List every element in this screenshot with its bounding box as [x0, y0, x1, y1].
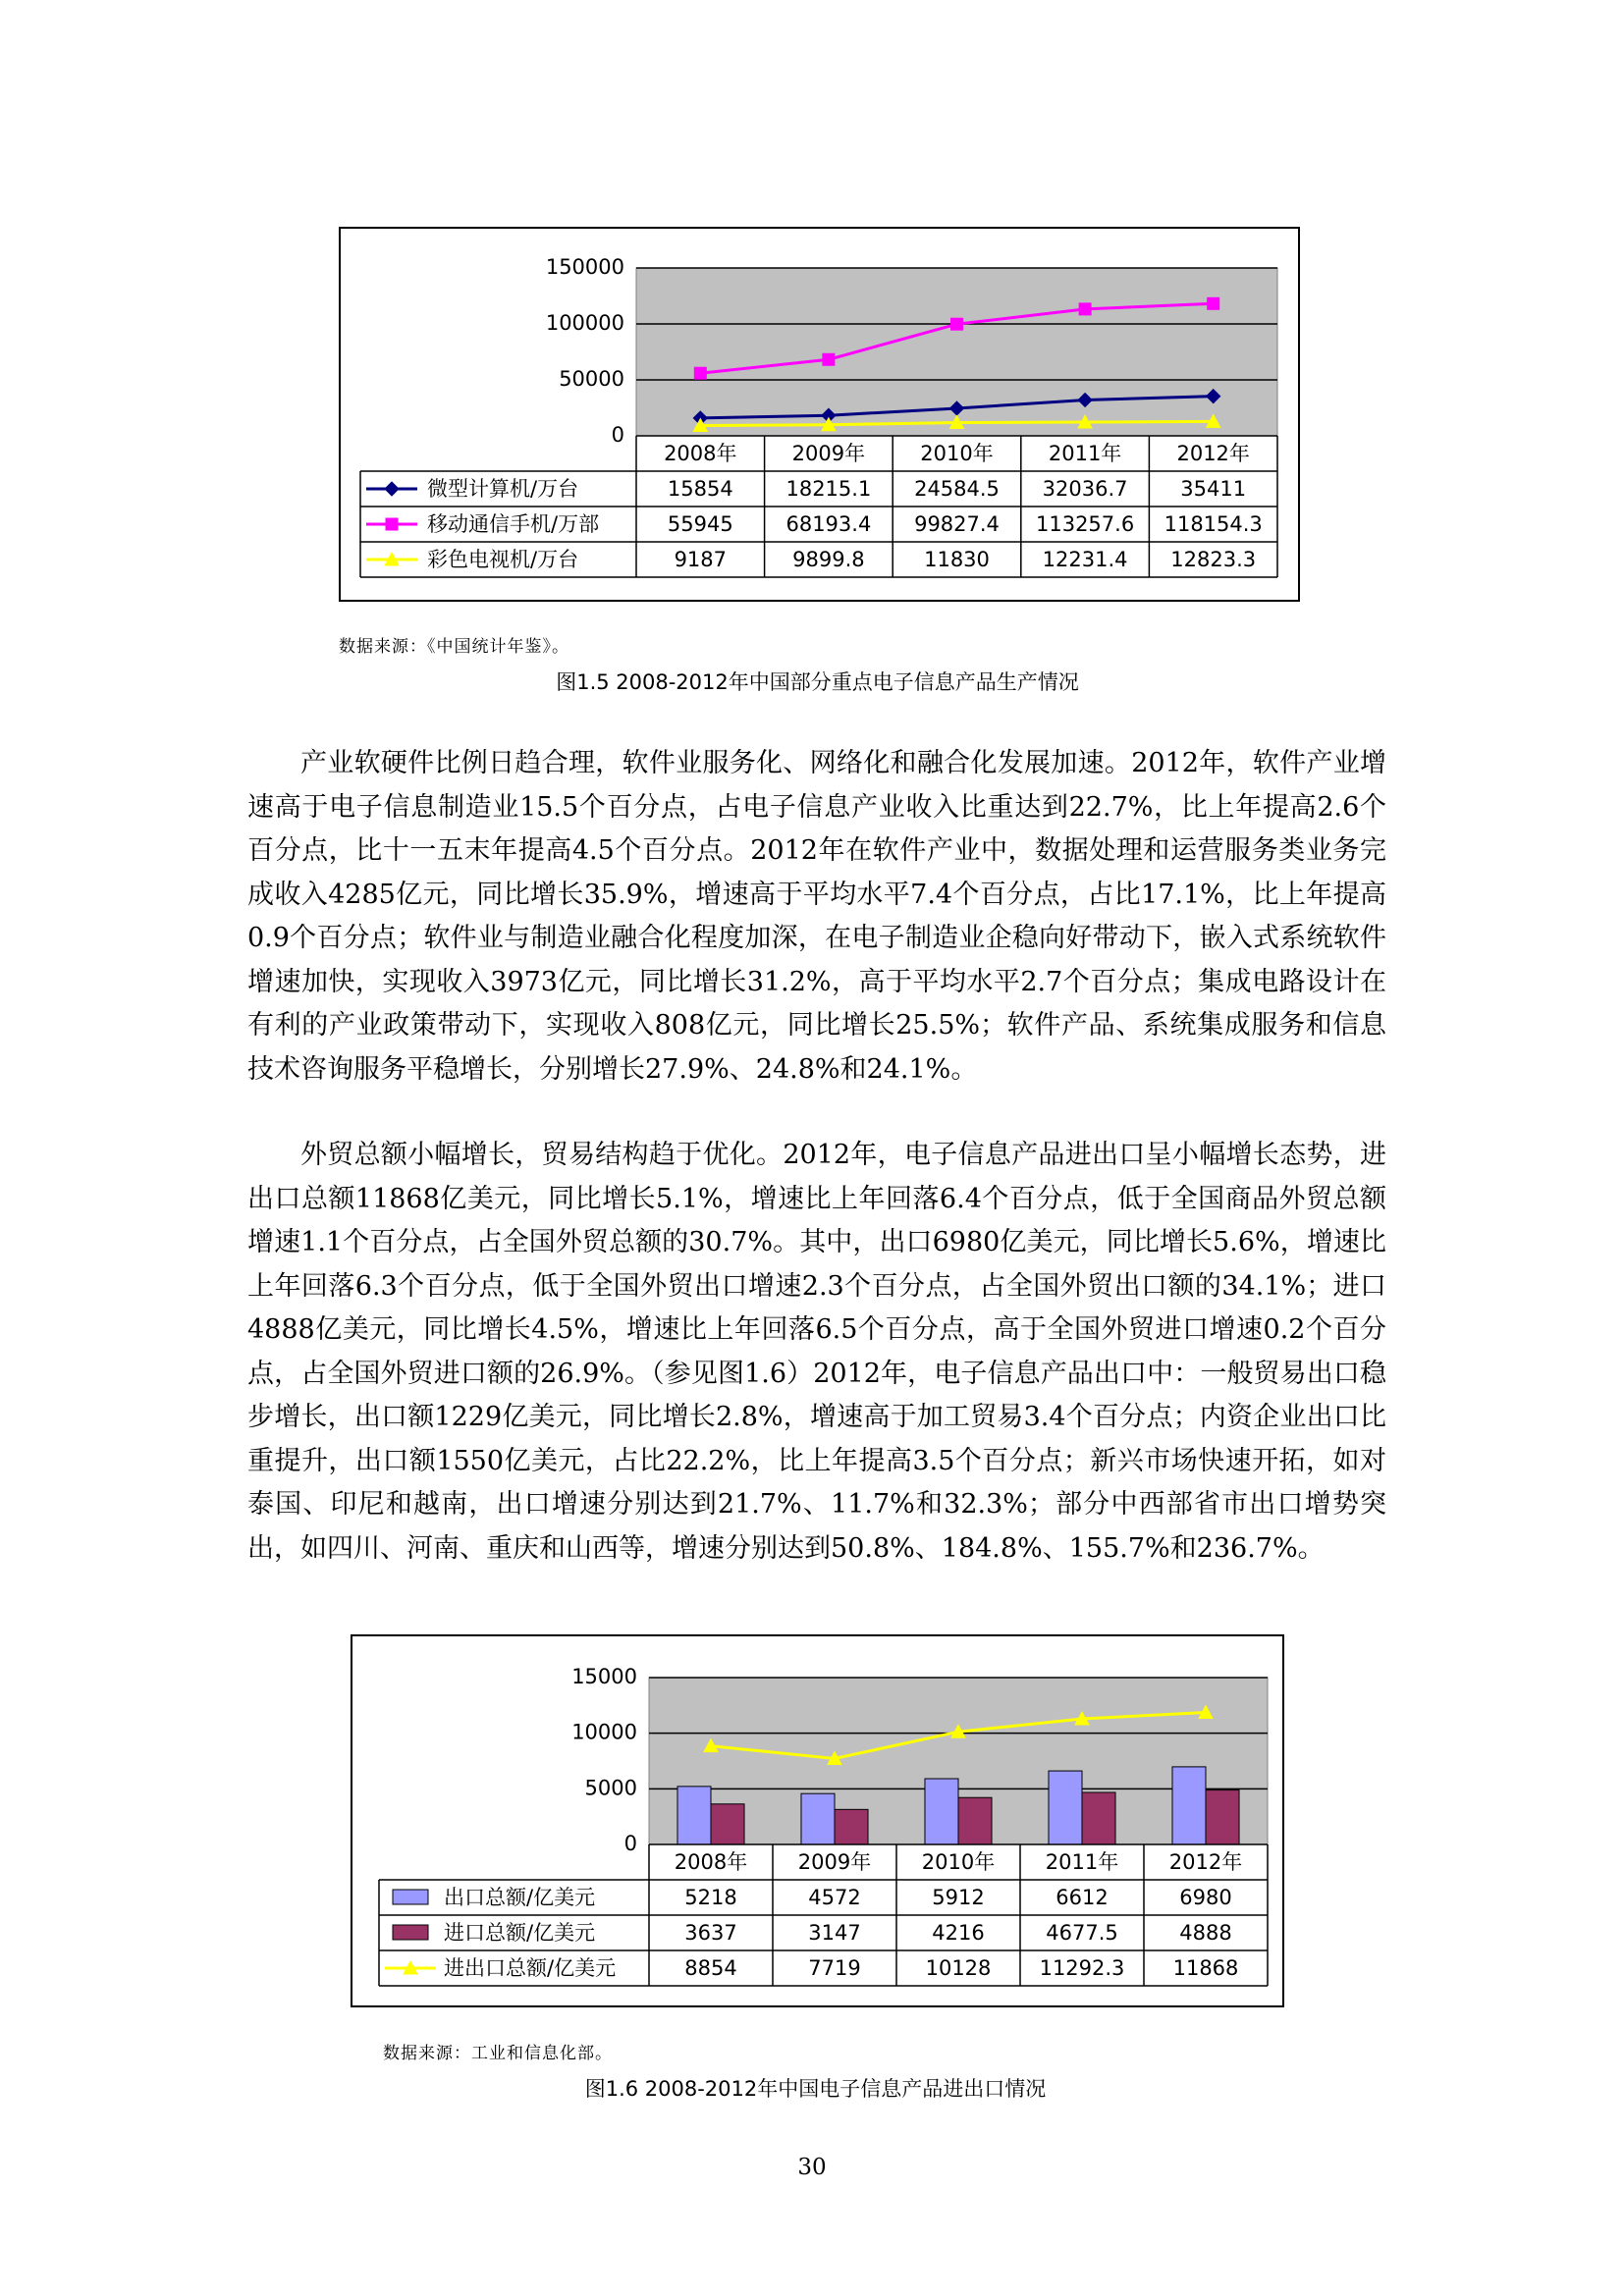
table-value: 9187 — [674, 548, 728, 571]
table-value: 55945 — [667, 512, 733, 536]
figure-2-caption: 图1.6 2008-2012年中国电子信息产品进出口情况 — [584, 2077, 1047, 2101]
data-point — [951, 318, 963, 330]
legend-label: 移动通信手机/万部 — [427, 512, 600, 536]
bar — [801, 1793, 835, 1844]
chart-trade — [351, 1634, 1284, 2007]
table-value: 5912 — [932, 1886, 985, 1909]
table-value: 4888 — [1179, 1921, 1232, 1945]
bar — [711, 1804, 744, 1844]
category-label: 2008年 — [664, 442, 737, 465]
data-point — [1208, 297, 1219, 309]
legend-label: 进出口总额/亿美元 — [444, 1956, 617, 1980]
table-value: 99827.4 — [914, 512, 1000, 536]
category-label: 2008年 — [674, 1850, 748, 1874]
table-value: 32036.7 — [1042, 477, 1128, 501]
bar — [1172, 1767, 1206, 1844]
legend-label: 彩色电视机/万台 — [427, 548, 579, 571]
table-value: 11292.3 — [1039, 1956, 1125, 1980]
table-value: 6980 — [1179, 1886, 1232, 1909]
legend-label: 微型计算机/万台 — [427, 477, 579, 501]
table-value: 11868 — [1172, 1956, 1239, 1980]
legend-key-marker — [385, 482, 399, 496]
bar — [835, 1809, 868, 1844]
table-value: 4572 — [808, 1886, 861, 1909]
table-value: 3147 — [808, 1921, 861, 1945]
table-value: 3637 — [684, 1921, 737, 1945]
table-value: 12231.4 — [1042, 548, 1128, 571]
category-label: 2011年 — [1045, 1850, 1119, 1874]
table-value: 113257.6 — [1035, 512, 1135, 536]
y-tick-label: 5000 — [584, 1776, 637, 1800]
category-label: 2011年 — [1048, 442, 1122, 465]
trade-combo-chart — [352, 1636, 1282, 2005]
bar — [925, 1779, 958, 1844]
legend-label: 进口总额/亿美元 — [444, 1921, 596, 1945]
chart-production — [339, 227, 1300, 602]
table-value: 7719 — [808, 1956, 861, 1980]
category-label: 2012年 — [1168, 1850, 1243, 1874]
table-value: 24584.5 — [914, 477, 1000, 501]
data-point — [694, 367, 706, 379]
category-label: 2010年 — [920, 442, 994, 465]
y-tick-label: 15000 — [571, 1665, 637, 1688]
y-tick-label: 10000 — [571, 1720, 637, 1744]
table-value: 4677.5 — [1046, 1921, 1118, 1945]
category-label: 2012年 — [1176, 442, 1250, 465]
bar — [677, 1787, 711, 1844]
table-value: 8854 — [684, 1956, 737, 1980]
paragraph-software: 产业软硬件比例日趋合理，软件业服务化、网络化和融合化发展加速。2012年，软件产业增速高于电子信息制造业15.5个百分点，占电子信息产业收入比重达到22.7%，比上年提高2.6个百分点，比十一五末年提高4.5个百分点。2012年在软件产业中，数据处理和运营服务类业务完成收入4285亿元，同比增长35.9%，增速高于平均水平7.4个百分点，占比17.1%，比上年提高0.9个百分点；软件业与制造业融合化程度加深，在电子制造业企稳向好带动下，嵌入式系统软件增速加快，实现收入3973亿元，同比增长31.2%，高于平均水平2.7个百分点；集成电路设计在有利的产业政策带动下，实现收入808亿元，同比增长25.5%；软件产品、系统集成服务和信息技术咨询服务平稳增长，分别增长27.9%、24.8%和24.1%。 — [247, 748, 1386, 1085]
y-tick-label: 0 — [623, 1832, 637, 1855]
table-value: 5218 — [684, 1886, 737, 1909]
y-tick-label: 150000 — [545, 255, 624, 279]
paragraph-trade: 外贸总额小幅增长，贸易结构趋于优化。2012年，电子信息产品进出口呈小幅增长态势，进出口总额11868亿美元，同比增长5.1%，增速比上年回落6.4个百分点，低于全国商品外贸总额增速1.1个百分点，占全国外贸总额的30.7%。其中，出口6980亿美元，同比增长5.6%，增速比上年回落6.3个百分点，低于全国外贸出口增速2.3个百分点，占全国外贸出口额的34.1%；进口4888亿美元，同比增长4.5%，增速比上年回落6.5个百分点，高于全国外贸进口增速0.2个百分点，占全国外贸进口额的26.9%。（参见图1.6）2012年，电子信息产品出口中：一般贸易出口稳步增长，出口额1229亿美元，同比增长2.8%，增速高于加工贸易3.4个百分点；内资企业出口比重提升，出口额1550亿美元，占比22.2%，比上年提高3.5个百分点；新兴市场快速开拓，如对泰国、印尼和越南，出口增速分别达到21.7%、11.7%和32.3%；部分中西部省市出口增势突出，如四川、河南、重庆和山西等，增速分别达到50.8%、184.8%、155.7%和236.7%。 — [247, 1140, 1386, 1564]
legend-key-marker — [386, 518, 398, 530]
bar — [1049, 1771, 1082, 1844]
figure-2-source: 数据来源：工业和信息化部。 — [383, 2044, 613, 2063]
page-number: 30 — [797, 2155, 827, 2180]
bar — [958, 1797, 992, 1844]
table-value: 11830 — [924, 548, 990, 571]
table-value: 6612 — [1056, 1886, 1109, 1909]
bar — [1082, 1792, 1115, 1844]
table-value: 12823.3 — [1170, 548, 1257, 571]
bar — [1206, 1790, 1239, 1844]
legend-key — [393, 1890, 428, 1904]
y-tick-label: 100000 — [545, 311, 624, 335]
category-label: 2009年 — [797, 1850, 872, 1874]
data-point — [823, 353, 835, 365]
table-value: 9899.8 — [792, 548, 865, 571]
table-value: 10128 — [925, 1956, 992, 1980]
y-tick-label: 50000 — [559, 367, 624, 391]
table-value: 35411 — [1180, 477, 1247, 501]
figure-1-caption: 图1.5 2008-2012年中国部分重点电子信息产品生产情况 — [556, 670, 1079, 694]
legend-key — [393, 1925, 428, 1940]
table-value: 4216 — [932, 1921, 985, 1945]
legend-label: 出口总额/亿美元 — [444, 1886, 596, 1909]
figure-1-source: 数据来源：《中国统计年鉴》。 — [339, 637, 569, 657]
y-tick-label: 0 — [611, 423, 624, 447]
table-value: 118154.3 — [1164, 512, 1263, 536]
table-value: 18215.1 — [785, 477, 872, 501]
table-value: 68193.4 — [785, 512, 872, 536]
table-value: 15854 — [667, 477, 733, 501]
category-label: 2010年 — [921, 1850, 996, 1874]
category-label: 2009年 — [791, 442, 866, 465]
data-point — [1079, 303, 1091, 315]
production-line-chart — [341, 229, 1298, 600]
